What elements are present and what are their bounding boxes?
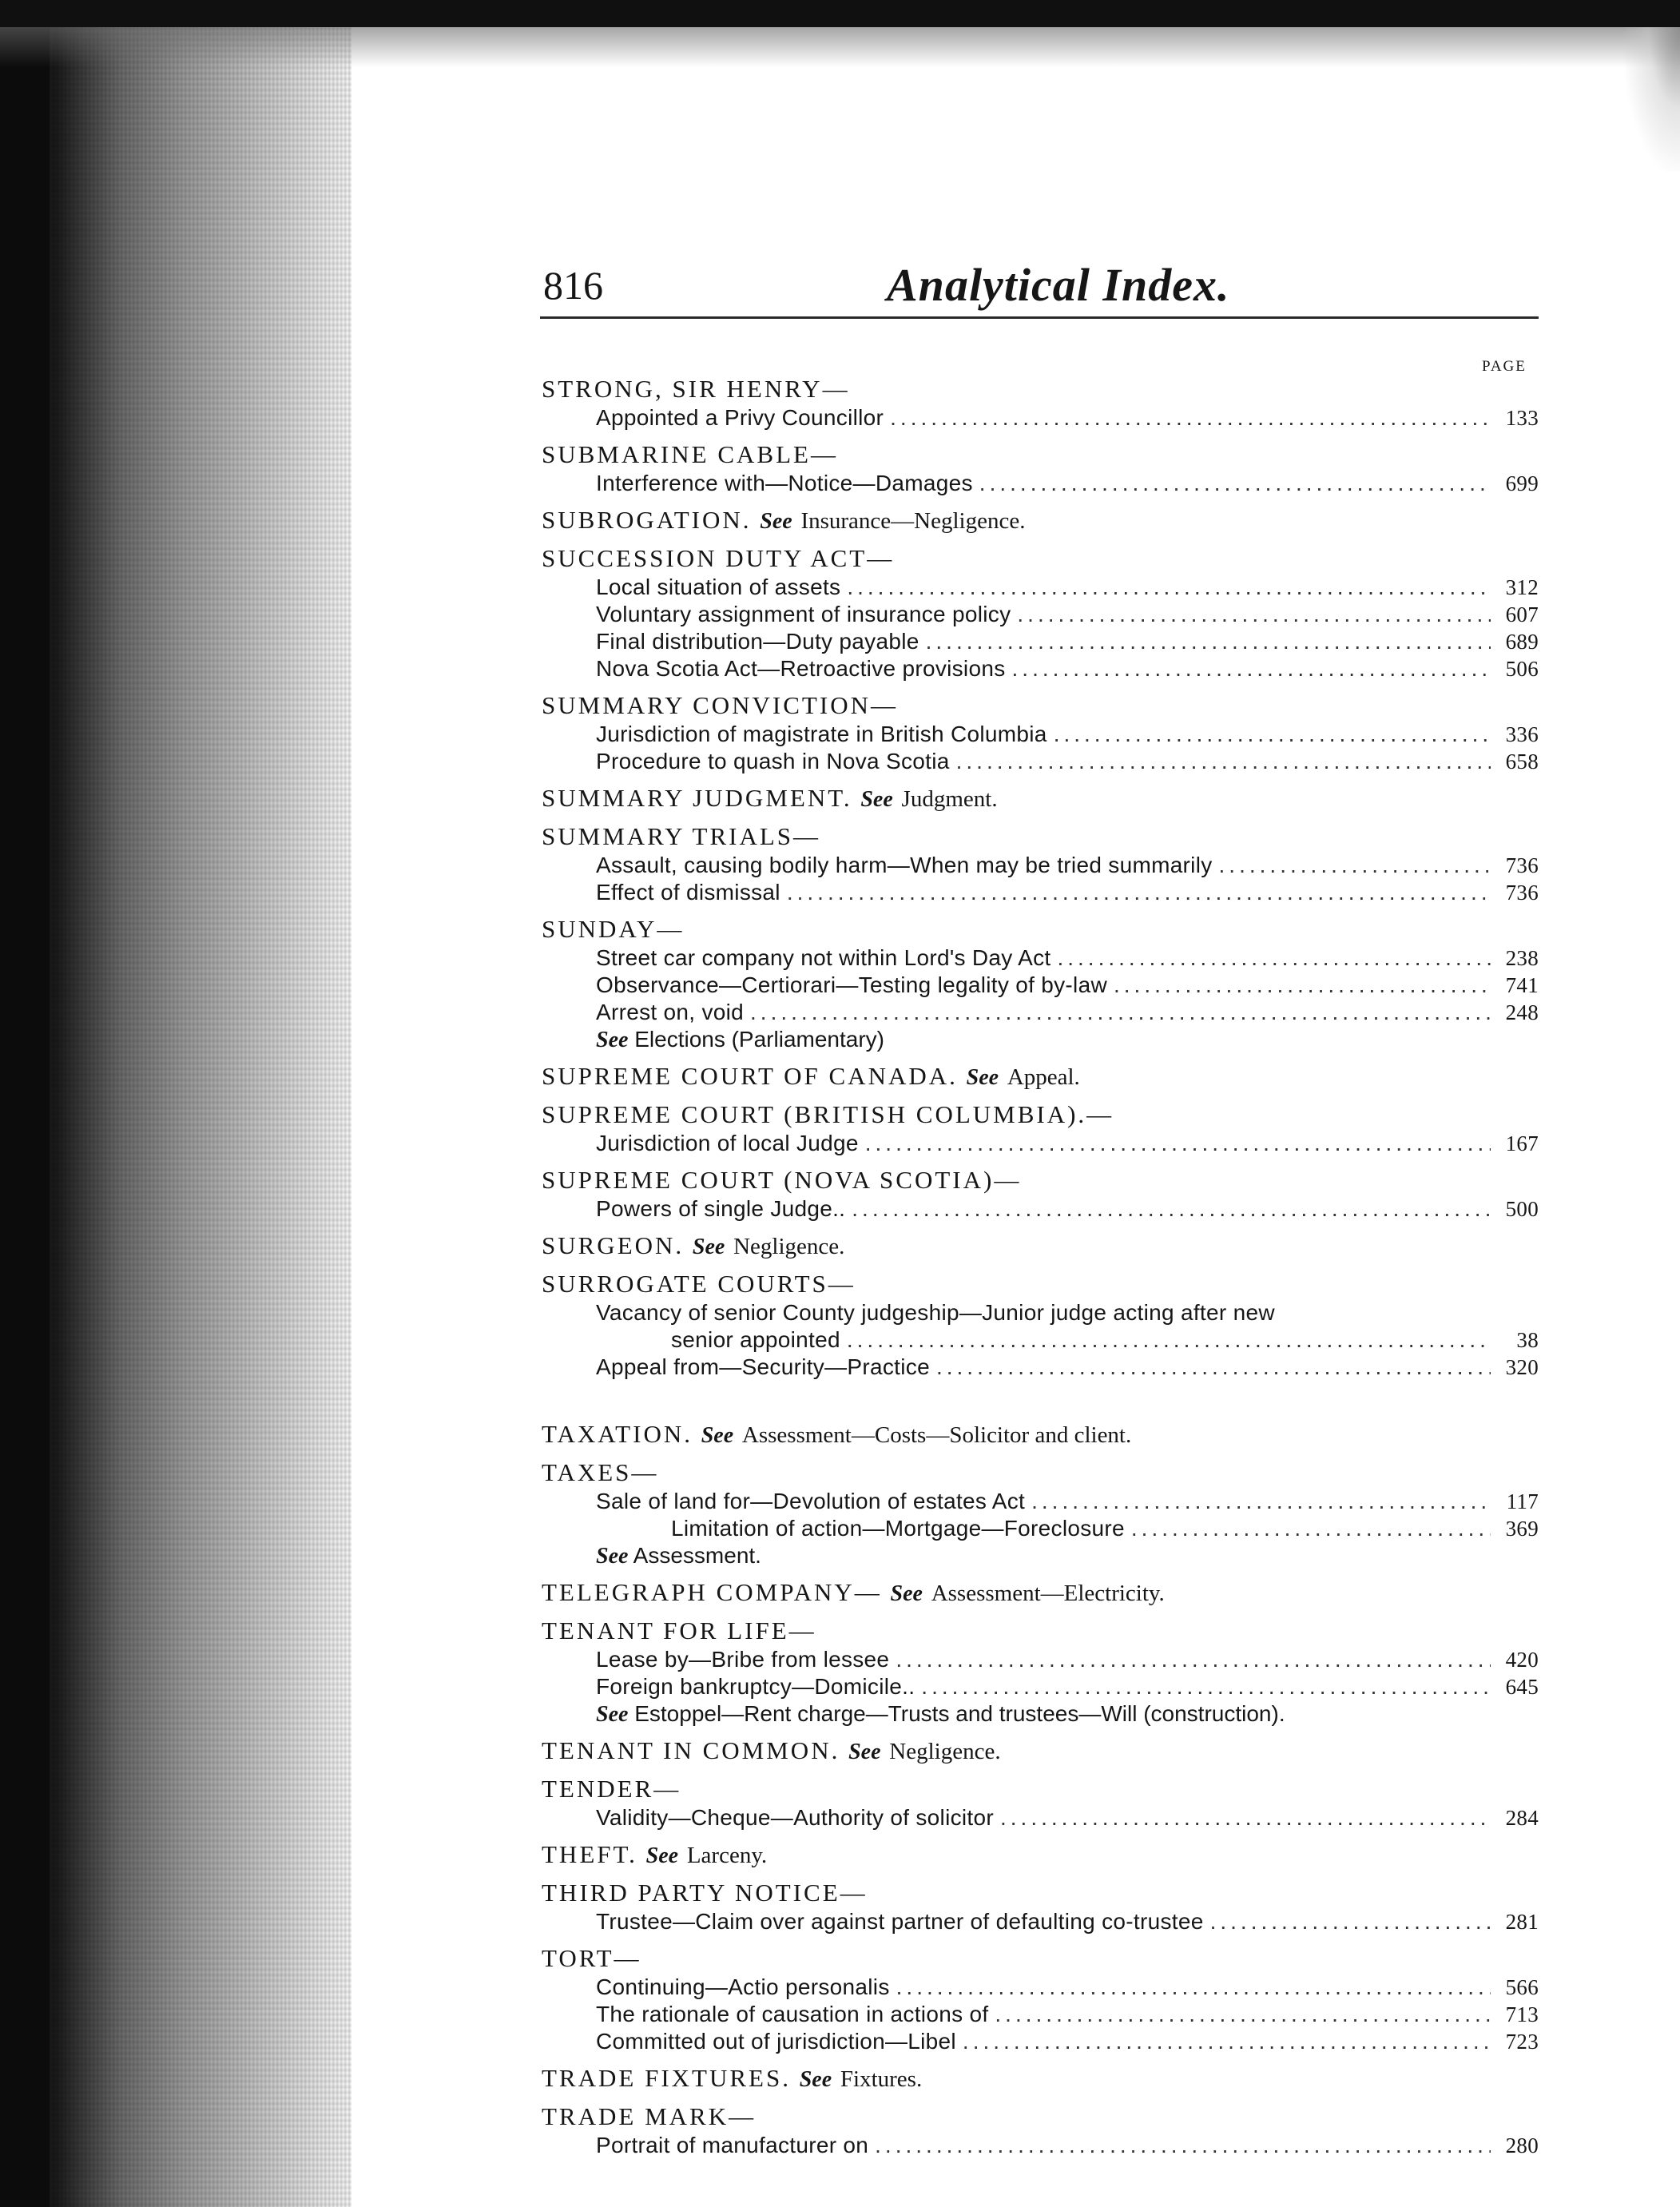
see-label: See <box>848 1740 881 1764</box>
heading-text: SUBROGATION. <box>542 506 752 534</box>
dot-leader <box>1057 944 1491 972</box>
heading-text: SURGEON. <box>542 1231 685 1259</box>
index-entry <box>542 1195 1539 1223</box>
index-entry <box>542 1804 1539 1831</box>
see-reference: Elections (Parliamentary) <box>634 1027 884 1052</box>
heading-text: TRADE FIXTURES. <box>542 2064 791 2092</box>
index-entry <box>542 944 1539 972</box>
dot-leader <box>926 628 1491 655</box>
index-list <box>542 374 1539 2159</box>
entry-page: 741 <box>1505 973 1539 997</box>
index-heading-see <box>542 1061 1539 1092</box>
entry-text: Nova Scotia Act—Retroactive provisions <box>596 656 1006 681</box>
index-entry <box>542 1974 1539 2001</box>
dot-leader <box>1031 1488 1491 1515</box>
index-heading-see <box>542 505 1539 535</box>
see-label: See <box>860 787 893 812</box>
index-heading-see <box>542 1419 1539 1449</box>
entry-text: Effect of dismissal <box>596 880 780 905</box>
see-also-line <box>542 1026 1539 1053</box>
entry-text: Jurisdiction of magistrate in British Columbia <box>596 722 1047 746</box>
entry-page: 248 <box>1505 1000 1539 1024</box>
entry-page: 736 <box>1505 853 1539 877</box>
see-reference: Fixtures. <box>840 2066 923 2092</box>
entry-page: 369 <box>1505 1517 1539 1541</box>
dot-leader <box>963 2028 1491 2055</box>
entry-text: Final distribution—Duty payable <box>596 629 919 654</box>
index-heading: SUPREME COURT (NOVA SCOTIA)— <box>542 1166 1022 1194</box>
dot-leader <box>956 748 1491 775</box>
entry-text: Foreign bankruptcy—Domicile.. <box>596 1674 915 1699</box>
page-title: Analytical Index. <box>887 259 1230 311</box>
dot-leader <box>921 1673 1491 1700</box>
entry-text: Trustee—Claim over against partner of defaulting co-trustee <box>596 1909 1204 1934</box>
entry-page: 658 <box>1505 750 1539 773</box>
heading-text: TELEGRAPH COMPANY— <box>542 1578 882 1606</box>
index-entry <box>542 1130 1539 1157</box>
entry-text: senior appointed <box>671 1327 840 1352</box>
scan-corner-smudge <box>1624 27 1680 171</box>
entry-text: Limitation of action—Mortgage—Foreclosure <box>671 1516 1125 1541</box>
see-label: See <box>645 1843 679 1868</box>
entry-page: 133 <box>1505 406 1539 430</box>
entry-page: 117 <box>1506 1489 1539 1513</box>
dot-leader <box>852 1195 1491 1223</box>
heading-text: TENANT IN COMMON. <box>542 1736 840 1764</box>
see-label: See <box>799 2067 832 2092</box>
index-heading-see <box>542 1736 1539 1766</box>
index-entry <box>542 1646 1539 1673</box>
book-spine-shadow <box>0 0 351 2207</box>
dot-leader <box>1054 721 1491 748</box>
index-heading-see <box>542 2063 1539 2094</box>
see-label: See <box>596 1544 629 1569</box>
see-label: See <box>692 1235 725 1259</box>
entry-page: 281 <box>1505 1910 1539 1934</box>
index-entry <box>542 601 1539 628</box>
index-heading: TAXES— <box>542 1458 659 1486</box>
entry-text: Sale of land for—Devolution of estates Act <box>596 1489 1026 1513</box>
see-reference: Insurance—Negligence. <box>800 508 1026 534</box>
dot-leader <box>890 404 1491 431</box>
see-label: See <box>596 1028 629 1052</box>
entry-page: 736 <box>1505 881 1539 905</box>
heading-text: THEFT. <box>542 1840 637 1868</box>
dot-leader <box>979 470 1491 497</box>
entry-page: 280 <box>1505 2133 1539 2157</box>
see-also-line <box>542 1542 1539 1569</box>
entry-text-wrapped: Vacancy of senior County judgeship—Junior judge acting after new <box>596 1300 1275 1325</box>
dot-leader <box>1017 601 1491 628</box>
see-label: See <box>890 1581 923 1606</box>
dot-leader <box>865 1130 1491 1157</box>
entry-page: 566 <box>1505 1975 1539 1999</box>
see-reference: Negligence. <box>733 1234 845 1259</box>
entry-page: 238 <box>1505 946 1539 970</box>
see-reference: Judgment. <box>901 786 998 812</box>
index-entry <box>542 470 1539 497</box>
dot-leader <box>1131 1515 1491 1542</box>
index-entry <box>542 2001 1539 2028</box>
entry-text: Appointed a Privy Councillor <box>596 405 884 430</box>
index-entry <box>542 1673 1539 1700</box>
book-spine-edge <box>0 0 50 2207</box>
index-entry <box>542 1488 1539 1515</box>
entry-page: 167 <box>1505 1131 1539 1155</box>
entry-page: 699 <box>1505 471 1539 495</box>
see-reference: Assessment. <box>633 1543 761 1568</box>
index-entry <box>542 2132 1539 2159</box>
dot-leader <box>1114 972 1491 999</box>
index-heading: STRONG, SIR HENRY— <box>542 375 850 403</box>
index-heading: SUMMARY CONVICTION— <box>542 691 898 719</box>
dot-leader <box>1219 852 1491 879</box>
see-reference: Estoppel—Rent charge—Trusts and trustees—Will (construction). <box>634 1701 1285 1726</box>
dot-leader <box>896 1646 1491 1673</box>
entry-text: Procedure to quash in Nova Scotia <box>596 749 950 773</box>
index-entry <box>542 1326 1539 1354</box>
entry-page: 500 <box>1505 1197 1539 1221</box>
dot-leader <box>1012 655 1491 682</box>
index-heading-see <box>542 783 1539 813</box>
entry-text: Jurisdiction of local Judge <box>596 1131 859 1155</box>
see-reference: Assessment—Costs—Solicitor and client. <box>741 1422 1132 1448</box>
entry-text: Validity—Cheque—Authority of solicitor <box>596 1805 994 1830</box>
index-heading: SUBMARINE CABLE— <box>542 440 838 468</box>
entry-text: Continuing—Actio personalis <box>596 1974 890 1999</box>
see-reference: Negligence. <box>889 1739 1001 1764</box>
dot-leader <box>787 879 1491 906</box>
dot-leader <box>847 1326 1491 1354</box>
entry-text: Committed out of jurisdiction—Libel <box>596 2029 956 2054</box>
index-heading: TRADE MARK— <box>542 2102 757 2130</box>
index-entry <box>542 2028 1539 2055</box>
index-entry <box>542 404 1539 431</box>
dot-leader <box>936 1354 1491 1381</box>
page-header <box>543 254 1542 318</box>
entry-text: Street car company not within Lord's Day Act <box>596 945 1051 970</box>
dot-leader <box>875 2132 1491 2159</box>
entry-page: 723 <box>1505 2030 1539 2054</box>
entry-text: Local situation of assets <box>596 575 841 599</box>
header-rule <box>540 316 1539 319</box>
see-label: See <box>701 1423 734 1448</box>
dot-leader <box>1210 1908 1491 1935</box>
index-entry <box>542 852 1539 879</box>
index-entry <box>542 1354 1539 1381</box>
index-entry <box>542 748 1539 775</box>
entry-text: Observance—Certiorari—Testing legality of by-law <box>596 972 1107 997</box>
entry-page: 420 <box>1505 1648 1539 1672</box>
index-entry <box>542 655 1539 682</box>
entry-page: 607 <box>1505 602 1539 626</box>
scan-top-shadow <box>0 27 1680 67</box>
index-entry <box>542 721 1539 748</box>
page-number: 816 <box>543 263 603 308</box>
index-heading: TENDER— <box>542 1775 681 1803</box>
see-reference: Larceny. <box>686 1843 768 1868</box>
entry-page: 284 <box>1505 1806 1539 1830</box>
index-entry <box>542 972 1539 999</box>
dot-leader <box>896 1974 1491 2001</box>
index-heading-see <box>542 1577 1539 1608</box>
see-reference: Assessment—Electricity. <box>931 1581 1165 1606</box>
see-label: See <box>966 1065 999 1090</box>
dot-leader <box>847 574 1491 601</box>
index-heading: SUPREME COURT (BRITISH COLUMBIA).— <box>542 1100 1114 1128</box>
entry-page: 312 <box>1505 575 1539 599</box>
index-heading: SURROGATE COURTS— <box>542 1270 856 1298</box>
entry-page: 689 <box>1505 630 1539 654</box>
index-entry <box>542 1908 1539 1935</box>
dot-leader <box>995 2001 1491 2028</box>
heading-text: SUMMARY JUDGMENT. <box>542 784 852 812</box>
index-entry <box>542 628 1539 655</box>
entry-page: 713 <box>1505 2002 1539 2026</box>
index-entry <box>542 1515 1539 1542</box>
entry-text: Portrait of manufacturer on <box>596 2133 869 2157</box>
entry-text: Lease by—Bribe from lessee <box>596 1647 890 1672</box>
index-heading: TORT— <box>542 1944 641 1972</box>
index-entry <box>542 999 1539 1026</box>
entry-text: Appeal from—Security—Practice <box>596 1354 930 1379</box>
index-heading: SUMMARY TRIALS— <box>542 822 821 850</box>
index-heading-see <box>542 1231 1539 1261</box>
index-heading: SUCCESSION DUTY ACT— <box>542 544 895 572</box>
scan-top-edge <box>0 0 1680 27</box>
index-heading: THIRD PARTY NOTICE— <box>542 1879 868 1907</box>
index-heading: SUNDAY— <box>542 915 685 943</box>
heading-text: TAXATION. <box>542 1420 693 1448</box>
entry-page: 645 <box>1505 1675 1539 1699</box>
index-entry <box>542 574 1539 601</box>
dot-leader <box>750 999 1491 1026</box>
entry-text: Arrest on, void <box>596 1000 745 1024</box>
heading-text: SUPREME COURT OF CANADA. <box>542 1062 958 1090</box>
index-heading: TENANT FOR LIFE— <box>542 1616 816 1644</box>
see-also-line <box>542 1700 1539 1728</box>
entry-page: 336 <box>1505 722 1539 746</box>
entry-page: 320 <box>1505 1355 1539 1379</box>
entry-text: Voluntary assignment of insurance policy <box>596 602 1011 626</box>
page-column-label: PAGE <box>1482 358 1527 375</box>
entry-text: Assault, causing bodily harm—When may be tried summarily <box>596 853 1213 877</box>
entry-text: The rationale of causation in actions of <box>596 2002 989 2026</box>
dot-leader <box>1000 1804 1491 1831</box>
see-label: See <box>596 1702 629 1727</box>
index-heading-see <box>542 1839 1539 1870</box>
see-label: See <box>760 509 792 534</box>
entry-page: 38 <box>1516 1328 1539 1352</box>
entry-text: Powers of single Judge.. <box>596 1196 846 1221</box>
entry-page: 506 <box>1505 657 1539 681</box>
index-entry <box>542 879 1539 906</box>
see-reference: Appeal. <box>1007 1064 1080 1090</box>
entry-text: Interference with—Notice—Damages <box>596 471 973 495</box>
